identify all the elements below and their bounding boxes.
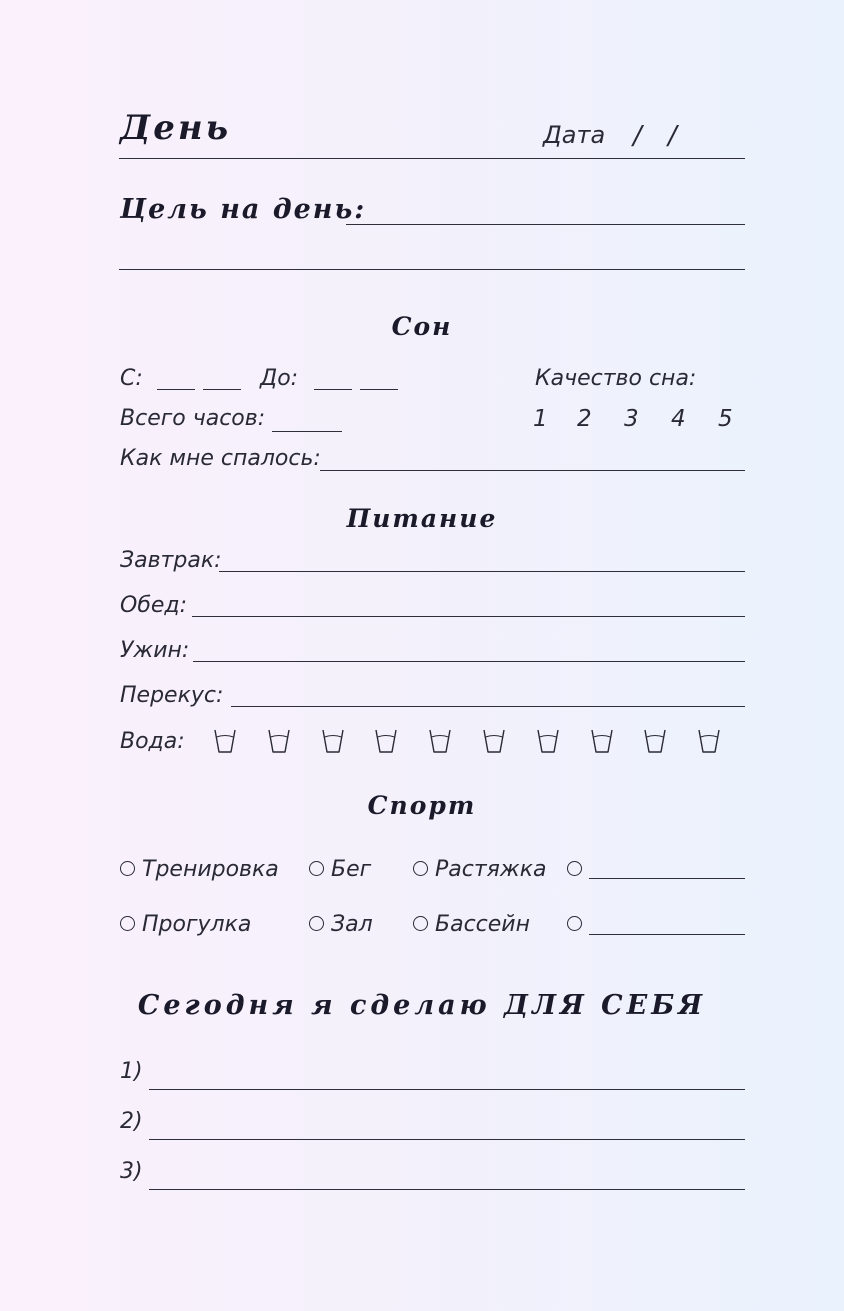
lunch-label: Обед: (120, 593, 188, 618)
goal-line-2[interactable] (119, 269, 745, 270)
self-care-item-number: 3) (120, 1159, 143, 1184)
sleep-total-label: Всего часов: (120, 406, 266, 431)
sleep-from-minutes-line[interactable] (203, 389, 241, 390)
sport-option[interactable]: Бассейн (413, 912, 530, 937)
date-separator: / (633, 121, 642, 151)
radio-circle-icon[interactable] (567, 861, 582, 876)
sleep-to-label: До: (260, 366, 299, 391)
radio-circle-icon[interactable] (413, 861, 428, 876)
sport-option[interactable]: Зал (309, 912, 373, 937)
self-care-item-number: 1) (120, 1059, 143, 1084)
water-label: Вода: (120, 729, 185, 754)
radio-circle-icon[interactable] (309, 861, 324, 876)
page-title: День (120, 108, 232, 148)
breakfast-line[interactable] (219, 571, 745, 572)
header-divider (119, 158, 745, 159)
water-glass-icon[interactable] (535, 727, 561, 755)
water-glass-icon[interactable] (696, 727, 722, 755)
water-glass-icon[interactable] (320, 727, 346, 755)
radio-circle-icon[interactable] (413, 916, 428, 931)
self-care-item-number: 2) (120, 1109, 143, 1134)
goal-label: Цель на день: (120, 194, 367, 225)
radio-circle-icon[interactable] (120, 861, 135, 876)
water-glass-icon[interactable] (266, 727, 292, 755)
self-care-line[interactable] (149, 1189, 745, 1190)
sleep-to-minutes-line[interactable] (360, 389, 398, 390)
goal-line[interactable] (346, 224, 745, 225)
sport-custom-line[interactable] (589, 934, 745, 935)
sport-option-custom[interactable] (567, 857, 589, 882)
sleep-to-hours-line[interactable] (314, 389, 352, 390)
sleep-from-hours-line[interactable] (157, 389, 195, 390)
radio-circle-icon[interactable] (309, 916, 324, 931)
water-glass-icon[interactable] (212, 727, 238, 755)
sleep-heading: Сон (391, 312, 453, 341)
sport-heading: Спорт (367, 791, 477, 820)
quality-5[interactable]: 5 (718, 406, 733, 432)
water-glass-icon[interactable] (589, 727, 615, 755)
self-care-heading: Сегодня я сделаю ДЛЯ СЕБЯ (137, 990, 707, 1021)
sport-option[interactable]: Прогулка (120, 912, 251, 937)
sport-option-custom[interactable] (567, 912, 589, 937)
dinner-line[interactable] (193, 661, 745, 662)
sleep-quality-label: Качество сна: (535, 366, 697, 391)
radio-circle-icon[interactable] (567, 916, 582, 931)
sleep-total-line[interactable] (272, 431, 342, 432)
snack-label: Перекус: (120, 683, 224, 708)
date-label: Дата (543, 121, 606, 149)
radio-circle-icon[interactable] (120, 916, 135, 931)
breakfast-label: Завтрак: (120, 548, 222, 573)
sport-option[interactable]: Тренировка (120, 857, 279, 882)
sport-option[interactable]: Растяжка (413, 857, 546, 882)
dinner-label: Ужин: (120, 638, 190, 663)
sleep-how-line[interactable] (320, 470, 745, 471)
quality-4[interactable]: 4 (671, 406, 686, 432)
sport-custom-line[interactable] (589, 878, 745, 879)
water-glass-icon[interactable] (481, 727, 507, 755)
water-glass-icon[interactable] (427, 727, 453, 755)
quality-3[interactable]: 3 (624, 406, 639, 432)
quality-1[interactable]: 1 (533, 406, 548, 432)
sleep-from-label: С: (120, 366, 143, 391)
food-heading: Питание (346, 504, 498, 533)
quality-2[interactable]: 2 (577, 406, 592, 432)
water-glass-icon[interactable] (373, 727, 399, 755)
self-care-line[interactable] (149, 1089, 745, 1090)
sleep-how-label: Как мне спалось: (120, 446, 321, 471)
lunch-line[interactable] (192, 616, 745, 617)
date-separator: / (668, 121, 677, 151)
water-glass-icon[interactable] (642, 727, 668, 755)
sport-option[interactable]: Бег (309, 857, 371, 882)
snack-line[interactable] (231, 706, 745, 707)
self-care-line[interactable] (149, 1139, 745, 1140)
